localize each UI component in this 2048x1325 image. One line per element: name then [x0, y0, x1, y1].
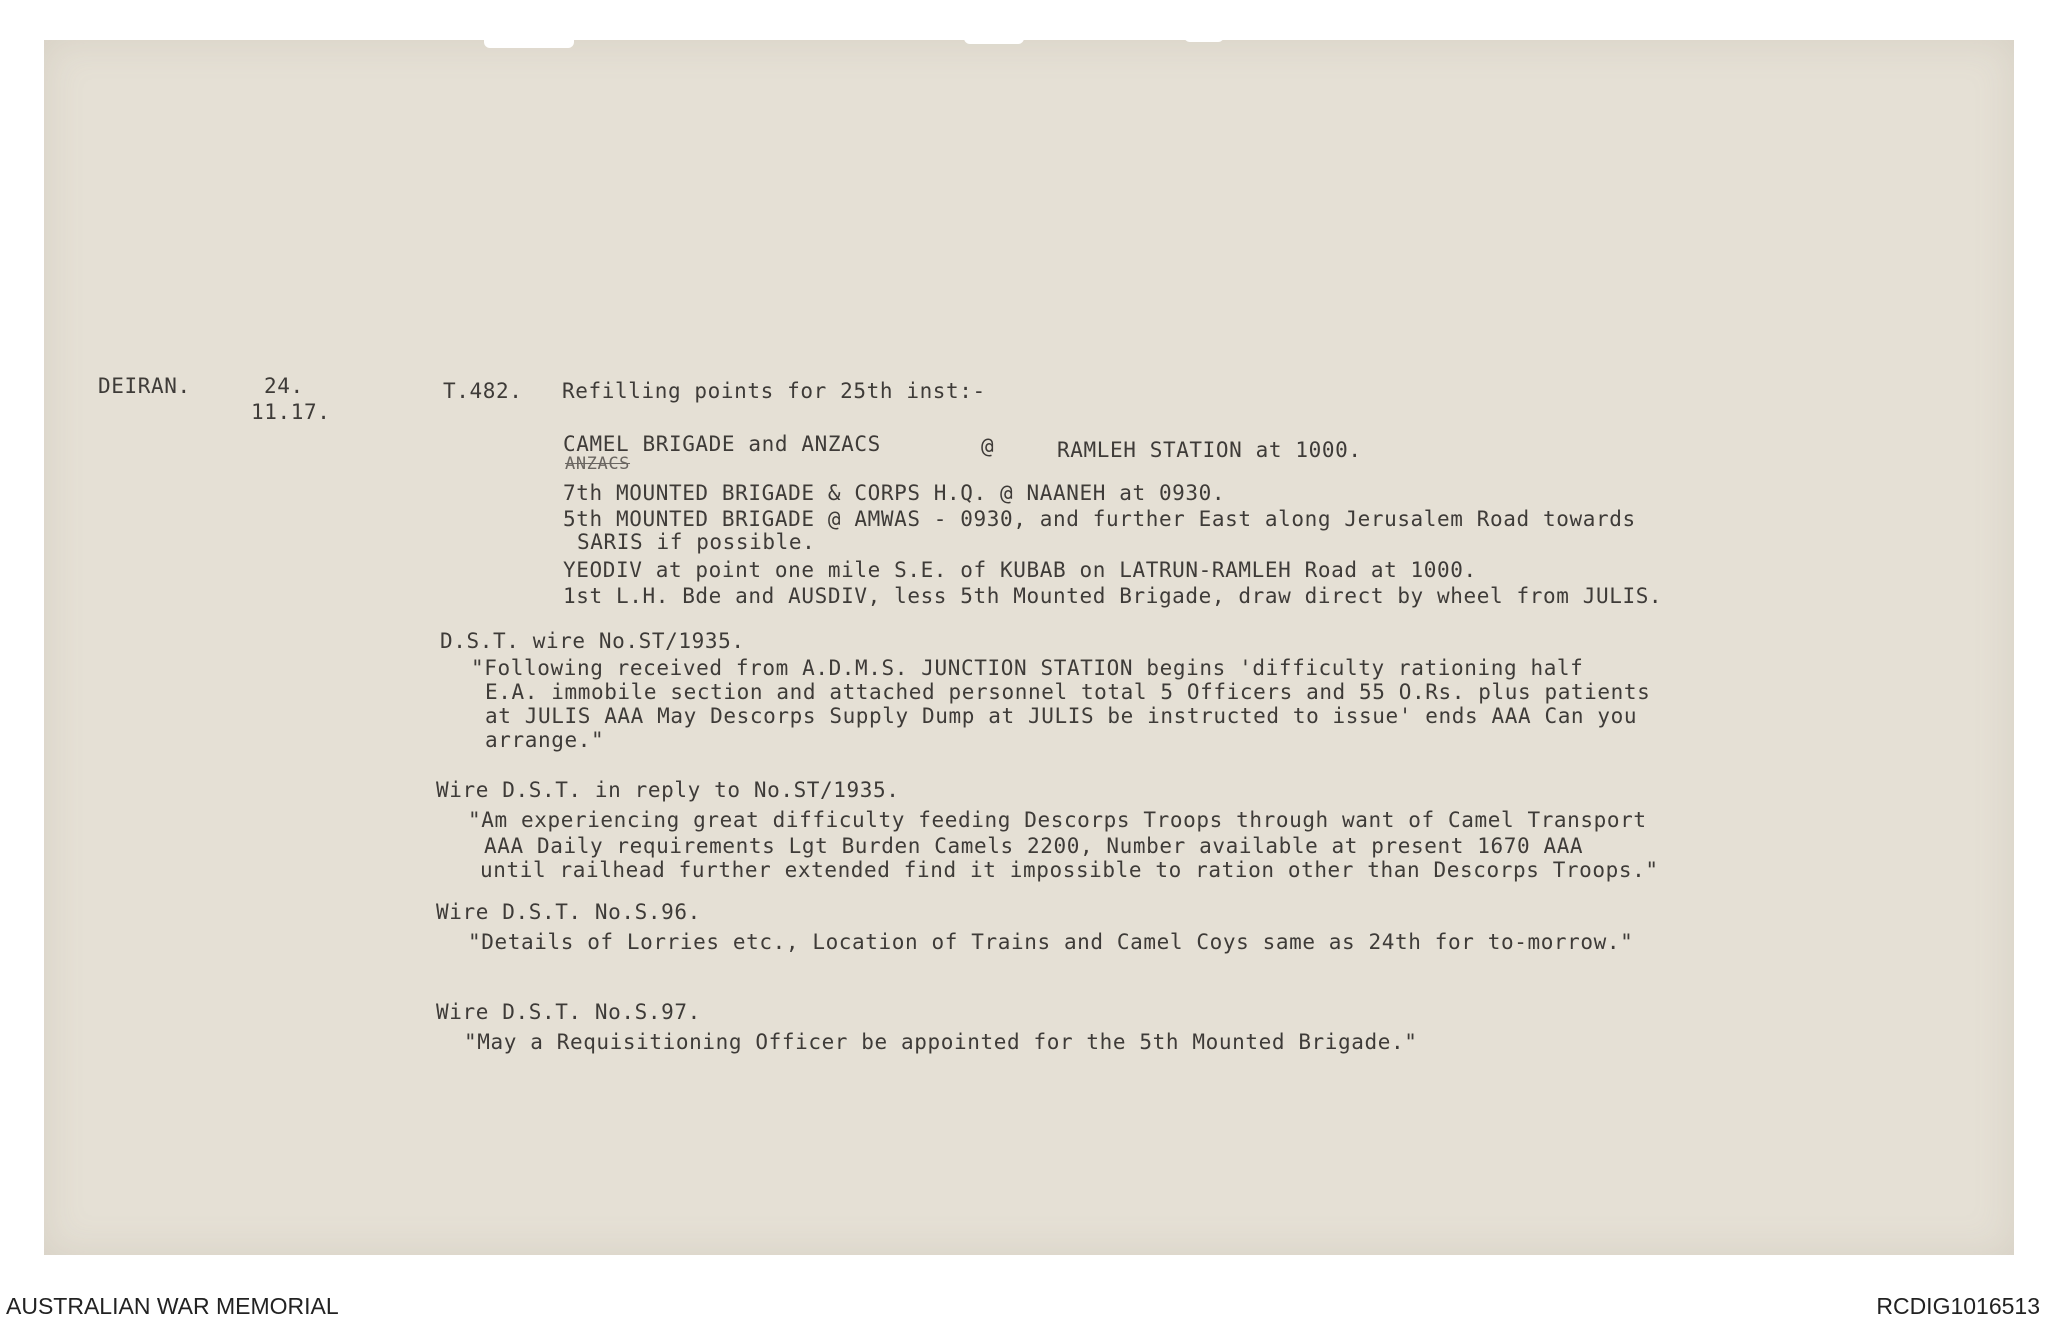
refill-line: 1st L.H. Bde and AUSDIV, less 5th Mounted Brigade, draw direct by wheel from JULIS.	[563, 584, 1663, 608]
wire-text-line: at JULIS AAA May Descorps Supply Dump at JULIS be instructed to issue' ends AAA Can you	[485, 704, 1638, 728]
refill-line: SARIS if possible.	[577, 530, 816, 554]
torn-edge	[484, 34, 574, 48]
date-month-year: 11.17.	[251, 400, 331, 424]
refill-unit: CAMEL BRIGADE and ANZACS	[563, 432, 881, 456]
entry-heading: Refilling points for 25th inst:-	[562, 379, 986, 403]
refill-line: YEODIV at point one mile S.E. of KUBAB on LATRUN-RAMLEH Road at 1000.	[563, 558, 1477, 582]
wire-text-line: E.A. immobile section and attached personnel total 5 Officers and 55 O.Rs. plus patients	[485, 680, 1651, 704]
entry-heading: Wire D.S.T. in reply to No.ST/1935.	[436, 778, 900, 802]
entry-ref: T.482.	[443, 379, 523, 403]
at-symbol: @	[981, 434, 995, 458]
archive-credit: AUSTRALIAN WAR MEMORIAL	[6, 1293, 339, 1319]
document-sheet	[44, 40, 2014, 1255]
date-day: 24.	[264, 374, 304, 398]
wire-text-line: "Details of Lorries etc., Location of Trains and Camel Coys same as 24th for to-morrow."	[468, 930, 1634, 954]
struck-text: ANZACS	[565, 454, 631, 474]
refill-line: 5th MOUNTED BRIGADE @ AMWAS - 0930, and further East along Jerusalem Road towards	[563, 507, 1636, 531]
wire-text-line: "Am experiencing great difficulty feeding Descorps Troops through want of Camel Transport	[468, 808, 1647, 832]
wire-text-line: "May a Requisitioning Officer be appointed for the 5th Mounted Brigade."	[464, 1030, 1418, 1054]
wire-text-line: arrange."	[485, 728, 605, 752]
wire-text-line: until railhead further extended find it impossible to ration other than Descorps Troops."	[480, 858, 1659, 882]
place: DEIRAN.	[98, 374, 191, 398]
torn-edge	[964, 34, 1024, 44]
refill-line: 7th MOUNTED BRIGADE & CORPS H.Q. @ NAANEH at 0930.	[563, 481, 1226, 505]
wire-text-line: AAA Daily requirements Lgt Burden Camels 2200, Number available at present 1670 AAA	[484, 834, 1584, 858]
archive-id: RCDIG1016513	[1876, 1293, 2040, 1319]
torn-edge	[1184, 34, 1224, 42]
wire-text-line: "Following received from A.D.M.S. JUNCTION STATION begins 'difficulty rationing half	[471, 656, 1584, 680]
refill-location: RAMLEH STATION at 1000.	[1057, 438, 1362, 462]
entry-heading: Wire D.S.T. No.S.97.	[436, 1000, 701, 1024]
entry-heading: D.S.T. wire No.ST/1935.	[440, 629, 745, 653]
entry-heading: Wire D.S.T. No.S.96.	[436, 900, 701, 924]
